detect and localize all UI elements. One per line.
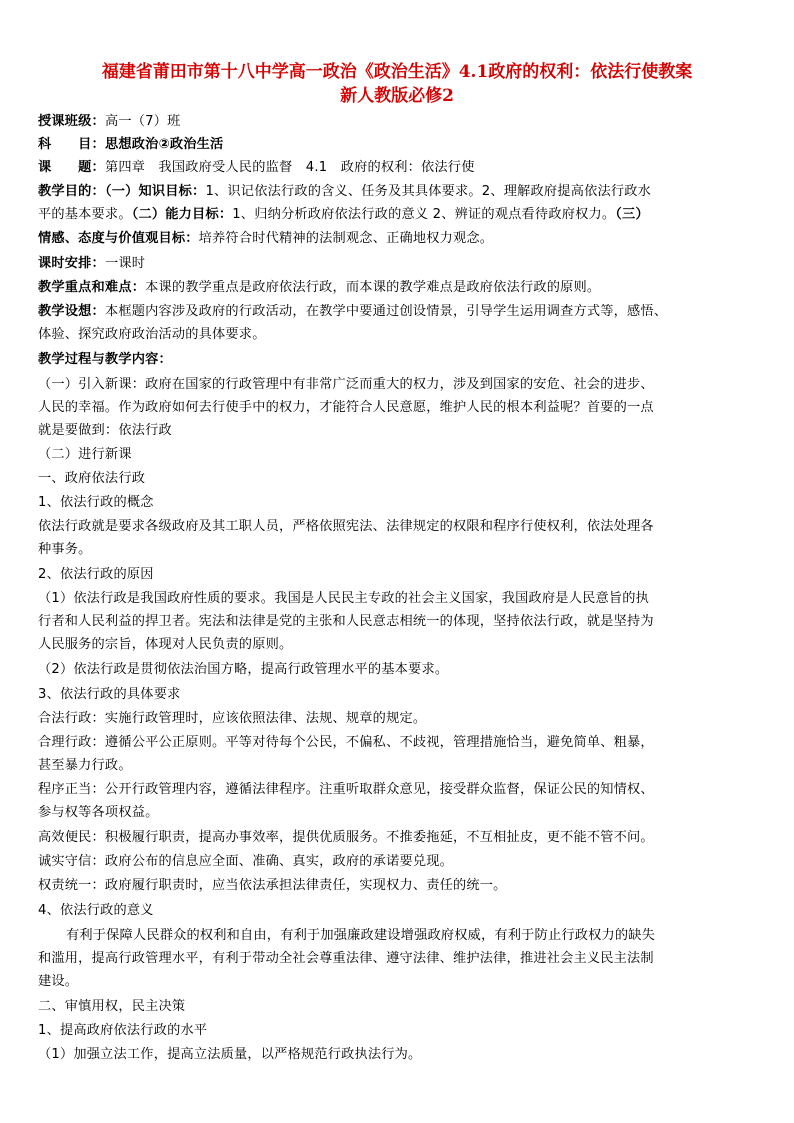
body-line: 诚实守信：政府公布的信息应全面、准确、真实，政府的承诺要兑现。 <box>38 854 454 869</box>
meta-class-label: 授课班级： <box>38 114 105 129</box>
ability-label: （二）能力目标： <box>131 207 233 222</box>
body-line: 参与权等各项权益。 <box>38 805 159 820</box>
body-line: 人民的幸福。作为政府如何去行使手中的权力，才能符合人民意愿，维护人民的根本利益呢？首要的一点 <box>38 400 654 415</box>
objectives-line3 <box>38 227 758 250</box>
body-line: （一）引入新课：政府在国家的行政管理中有非常广泛而重大的权力，涉及到国家的安危、社会的进步、 <box>38 377 654 392</box>
meta-subject-value: 思想政治②政治生活 <box>104 137 224 152</box>
emotion-label: 情感、态度与价值观目标： <box>38 231 199 246</box>
schedule-text: 一课时 <box>104 256 146 271</box>
body-line: 一、政府依法行政 <box>38 471 146 486</box>
body-line: 就是要做到：依法行政 <box>38 423 172 438</box>
objectives-label: 教学目的： <box>38 184 105 199</box>
body-line: 程序正当：公开行政管理内容，遵循法律程序。注重听取群众意见，接受群众监督，保证公民的知情权、 <box>38 782 654 797</box>
body-line: 行者和人民利益的捍卫者。宪法和法律是党的主张和人民意志相统一的体现，坚持依法行政，就是坚持为 <box>38 614 654 629</box>
meta-subject-label: 科 目： <box>38 137 105 152</box>
body-line: 1、依法行政的概念 <box>38 495 154 510</box>
body-line: （1）依法行政是我国政府性质的要求。我国是人民民主专政的社会主义国家，我国政府是人民意旨的执 <box>38 591 650 606</box>
meta-topic-value: 第四章 我国政府受人民的监督 4.1 政府的权利：依法行使 <box>104 160 475 175</box>
focus <box>38 276 758 299</box>
body-line: 依法行政就是要求各级政府及其工职人员，严格依照宪法、法律规定的权限和程序行使权利，依法处理各 <box>38 519 654 534</box>
meta-class <box>38 110 758 133</box>
body-line: （1）加强立法工作，提高立法质量，以严格规范行政执法行为。 <box>38 1047 422 1062</box>
design-line1 <box>38 300 758 323</box>
body-line: 有利于保障人民群众的权利和自由，有利于加强廉政建设增强政府权威，有利于防止行政权力的缺失 <box>66 928 656 943</box>
objectives-line1 <box>38 180 758 203</box>
doc-title-line2: 新人教版必修2 <box>340 86 454 106</box>
focus-text: 本课的教学重点是政府依法行政，而本课的教学难点是政府依法行政的原则。 <box>145 280 601 295</box>
meta-subject <box>38 133 758 156</box>
design-text1: 本框题内容涉及政府的行政活动，在教学中要通过创设情景，引导学生运用调查方式等，感悟、 <box>104 304 668 319</box>
knowledge-label: （一）知识目标： <box>104 184 206 199</box>
body-line: 合理行政：遵循公平公正原则。平等对待每个公民，不偏私、不歧视，管理措施恰当，避免简单、粗暴， <box>38 735 654 750</box>
body-line: 人民服务的宗旨，体现对人民负责的原则。 <box>38 637 293 652</box>
schedule-label: 课时安排： <box>38 256 105 271</box>
body-line: 2、依法行政的原因 <box>38 567 154 582</box>
body-line: 二、审慎用权，民主决策 <box>38 999 186 1014</box>
design-label: 教学设想： <box>38 304 105 319</box>
body-line: 权责统一：政府履行职责时，应当依法承担法律责任，实现权力、责任的统一。 <box>38 878 507 893</box>
body-line: 和滥用，提高行政管理水平，有利于带动全社会尊重法律、遵守法律、维护法律，推进社会主义民主法制 <box>38 951 654 966</box>
focus-label: 教学重点和难点： <box>38 280 146 295</box>
meta-class-value: 高一（7）班 <box>104 114 181 129</box>
emotion-text: 培养符合时代精神的法制观念、正确地权力观念。 <box>198 231 494 246</box>
schedule <box>38 252 758 275</box>
process-label: 教学过程与教学内容： <box>38 352 172 367</box>
meta-topic-label: 课 题： <box>38 160 105 175</box>
body-line: （二）进行新课 <box>38 447 132 462</box>
knowledge-text: 1、识记依法行政的含义、任务及其具体要求。2、理解政府提高依法行政水 <box>205 184 652 199</box>
body-line: 合法行政：实施行政管理时，应该依照法律、法规、规章的规定。 <box>38 711 427 726</box>
emotion-num: （三） <box>615 207 649 222</box>
body-line: 3、依法行政的具体要求 <box>38 687 181 702</box>
meta-topic <box>38 156 758 179</box>
design-line2: 体验、探究政府政治活动的具体要求。 <box>38 327 266 342</box>
knowledge-text2: 平的基本要求。 <box>38 207 132 222</box>
body-line: 高效便民：积极履行职责，提高办事效率，提供优质服务。不推委拖延，不互相扯皮，更不能不管不问。 <box>38 830 654 845</box>
body-line: 4、依法行政的意义 <box>38 903 154 918</box>
doc-title-line1: 福建省莆田市第十八中学高一政治《政治生活》4.1政府的权利：依法行使教案 <box>101 62 693 82</box>
objectives-line2 <box>38 203 758 226</box>
body-line: （2）依法行政是贯彻依法治国方略，提高行政管理水平的基本要求。 <box>38 662 449 677</box>
body-line: 甚至暴力行政。 <box>38 758 132 773</box>
ability-text: 1、归纳分析政府依法行政的意义 2、辨证的观点看待政府权力。 <box>232 207 616 222</box>
body-line: 种事务。 <box>38 542 92 557</box>
body-line: 1、提高政府依法行政的水平 <box>38 1023 208 1038</box>
body-line: 建设。 <box>38 974 79 989</box>
